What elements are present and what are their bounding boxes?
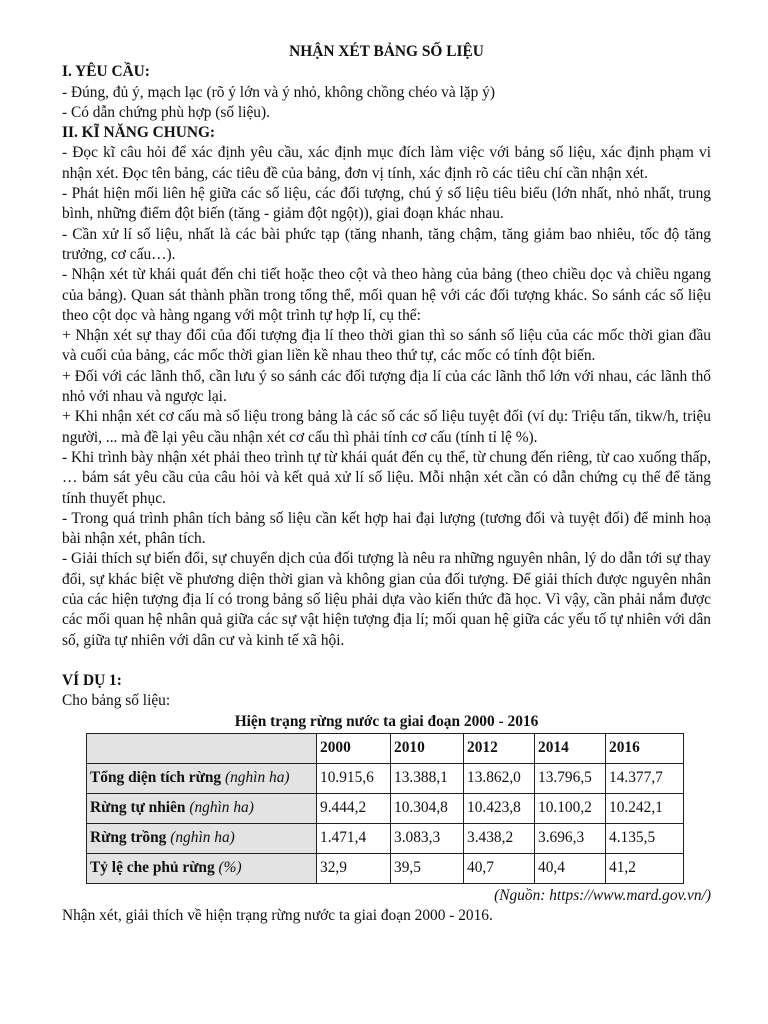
table-title: Hiện trạng rừng nước ta giai đoạn 2000 - 2016 — [234, 712, 539, 730]
table-row — [87, 853, 684, 883]
row-label: Rừng trồng (nghìn ha) — [87, 823, 317, 853]
year-header: 2000 — [317, 733, 391, 763]
skill-paragraph: + Nhận xét sự thay đổi của đối tượng địa lí theo thời gian thì so sánh số liệu của các mốc thời gian đầu và cuối của bảng, các mốc thời gian liền kề nhau theo thứ tự, các mốc có tính đột biến. — [62, 327, 711, 365]
table-source: (Nguồn: https://www.mard.gov.vn/) — [494, 886, 711, 904]
table-cell: 13.862,0 — [464, 763, 535, 793]
table-cell: 40,4 — [535, 853, 606, 883]
year-header: 2010 — [391, 733, 464, 763]
row-label: Tổng diện tích rừng (nghìn ha) — [87, 763, 317, 793]
table-row — [87, 823, 684, 853]
table-cell: 3.083,3 — [391, 823, 464, 853]
requirement-item: - Đúng, đủ ý, mạch lạc (rõ ý lớn và ý nhỏ, không chồng chéo và lặp ý) — [62, 83, 495, 101]
table-cell: 13.388,1 — [391, 763, 464, 793]
table-cell: 4.135,5 — [606, 823, 684, 853]
year-header: 2012 — [464, 733, 535, 763]
skill-paragraph: + Khi nhận xét cơ cấu mà số liệu trong bảng là các số các số liệu tuyệt đối (ví dụ: Triệu tấn, tikw/h, triệu người, ... mà đề lại yêu cầu nhận xét cơ cấu thì phải tính cơ cấu (tính tỉ lệ %). — [62, 408, 711, 446]
skill-paragraph: - Đọc kĩ câu hỏi để xác định yêu cầu, xác định mục đích làm việc với bảng số liệu, xác định phạm vi nhận xét. Đọc tên bảng, các tiêu đề của bảng, đơn vị tính, xác định rõ các tiêu chí cần nhận xét. — [62, 144, 711, 182]
table-cell: 32,9 — [317, 853, 391, 883]
row-label: Tỷ lệ che phủ rừng (%) — [87, 853, 317, 883]
section-1-heading: I. YÊU CẦU: — [62, 63, 150, 81]
example-heading: VÍ DỤ 1: — [62, 671, 122, 689]
table-row — [87, 763, 684, 793]
row-label: Rừng tự nhiên (nghìn ha) — [87, 793, 317, 823]
table-cell: 13.796,5 — [535, 763, 606, 793]
example-intro: Cho bảng số liệu: — [62, 692, 171, 710]
year-header: 2016 — [606, 733, 684, 763]
requirement-item: - Có dẫn chứng phù hợp (số liệu). — [62, 103, 270, 121]
table-cell: 1.471,4 — [317, 823, 391, 853]
skill-paragraph: - Cần xử lí số liệu, nhất là các bài phức tạp (tăng nhanh, tăng chậm, tăng giảm bao nhiêu, tốc độ tăng trưởng, cơ cấu…). — [62, 225, 711, 263]
table-cell: 41,2 — [606, 853, 684, 883]
skill-paragraph: - Phát hiện mối liên hệ giữa các số liệu, các đối tượng, chú ý số liệu tiêu biểu (lớn nhất, nhỏ nhất, trung bình, những điểm đột biến (tăng - giảm đột ngột)), giai đoạn khác nhau. — [62, 185, 711, 223]
skill-paragraph: - Khi trình bày nhận xét phải theo trình tự từ khái quát đến cụ thể, từ chung đến riêng, từ cao xuống thấp, … bám sát yêu cầu của câu hỏi và kết quả xử lí số liệu. Mỗi nhận xét cần có dẫn chứng cụ thể để tăng tính thuyết phục. — [62, 448, 711, 507]
table-header-row — [87, 733, 684, 763]
example-question: Nhận xét, giải thích về hiện trạng rừng nước ta giai đoạn 2000 - 2016. — [62, 907, 493, 925]
table-cell: 10.242,1 — [606, 793, 684, 823]
table-corner-cell — [87, 733, 317, 763]
table-cell: 39,5 — [391, 853, 464, 883]
skill-paragraph: - Giải thích sự biến đổi, sự chuyển dịch của đối tượng là nêu ra những nguyên nhân, lý do dẫn tới sự thay đổi, sự khác biệt về phương diện thời gian và không gian của đối tượng. Để giải thích được nguyên nhân của các hiện tượng địa lí có trong bảng số liệu phải dựa vào kiến thức đã học. Vì vậy, cần phải nắm được các mối quan hệ nhân quả giữa các sự vật hiện tượng địa lí; mối quan hệ giữa các yếu tố tự nhiên với dân số, giữa tự nhiên với dân cư và kinh tế xã hội. — [62, 550, 711, 649]
section-2-heading: II. KĨ NĂNG CHUNG: — [62, 124, 216, 142]
table-cell: 10.915,6 — [317, 763, 391, 793]
table-cell: 10.100,2 — [535, 793, 606, 823]
table-cell: 40,7 — [464, 853, 535, 883]
forest-data-table — [86, 733, 684, 884]
year-header: 2014 — [535, 733, 606, 763]
skill-paragraph: - Nhận xét từ khái quát đến chi tiết hoặc theo cột và theo hàng của bảng (theo chiều dọc và chiều ngang của bảng). Quan sát thành phần trong tổng thể, mối quan hệ với các đối tượng khác. So sánh các số liệu theo cột dọc và hàng ngang với một trình tự hợp lí, cụ thể: — [62, 266, 711, 324]
table-cell: 3.438,2 — [464, 823, 535, 853]
table-cell: 10.304,8 — [391, 793, 464, 823]
table-cell: 9.444,2 — [317, 793, 391, 823]
skill-paragraph: + Đối với các lãnh thổ, cần lưu ý so sánh các đối tượng địa lí của các lãnh thổ lớn với nhau, các lãnh thổ nhỏ với nhau và ngược lại. — [62, 367, 711, 406]
table-cell: 10.423,8 — [464, 793, 535, 823]
table-cell: 3.696,3 — [535, 823, 606, 853]
document-title: NHẬN XÉT BẢNG SỐ LIỆU — [289, 43, 484, 60]
table-row — [87, 793, 684, 823]
skill-paragraph: - Trong quá trình phân tích bảng số liệu cần kết hợp hai đại lượng (tương đối và tuyệt đối) để minh hoạ bài nhận xét, phân tích. — [62, 509, 711, 548]
table-cell: 14.377,7 — [606, 763, 684, 793]
